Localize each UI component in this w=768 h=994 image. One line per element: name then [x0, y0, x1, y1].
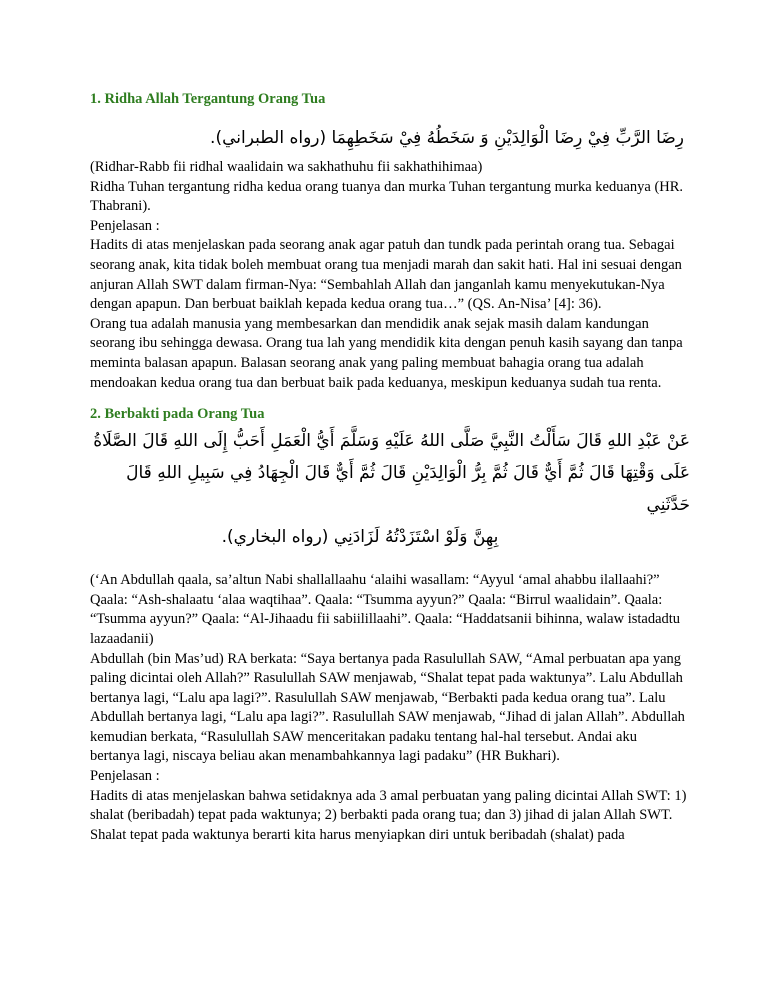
- section-1-transliteration: (Ridhar-Rabb fii ridhal waalidain wa sakhathuhu fii sakhathihimaa): [90, 159, 483, 175]
- document-page: [90, 88, 690, 845]
- section-1-explanation-label: Penjelasan :: [90, 217, 160, 234]
- section-1-parents-paragraph: Orang tua adalah manusia yang membesarkan dan mendidik anak sejak masih dalam kandungan seorang ibu sehingga dewasa. Orang tua lah yang mendidik kita dengan penuh kasih sayang dan tanpa meminta balasan apapun. Balasan seorang anak yang paling membuat bahagia orang tua adalah mendoakan kedua orang tua dan berbuat baik pada keduanya, meskipun keduanya sudah tua renta.: [90, 315, 683, 391]
- section-2-arabic-line-2: عَلَى وَقْتِهَا قَالَ ثُمَّ أَيٌّ قَالَ ثُمَّ بِرُّ الْوَالِدَيْنِ قَالَ ثُمَّ أَيٌّ قَالَ الْجِهَادُ فِي سَبِيلِ اللهِ قَالَ حَدَّثَنِي: [126, 463, 690, 516]
- section-2-arabic-line-1: عَنْ عَبْدِ اللهِ قَالَ سَأَلْتُ النَّبِيَّ صَلَّى اللهُ عَلَيْهِ وَسَلَّمَ أَيُّ الْعَمَلِ أَحَبُّ إِلَى اللهِ قَالَ الصَّلَاةُ: [93, 431, 690, 452]
- section-2-prayer-paragraph: Shalat tepat pada waktunya berarti kita harus menyiapkan diri untuk beribadah (shalat) pada: [90, 826, 625, 843]
- section-2-translation: Abdullah (bin Mas’ud) RA berkata: “Saya bertanya pada Rasulullah SAW, “Amal perbuatan apa yang paling dicintai oleh Allah?” Rasulullah SAW menjawab, “Shalat tepat pada waktunya”. Lalu Abdullah bertanya lagi, “Lalu apa lagi?”. Rasulullah SAW menjawab, “Berbakti pada kedua orang tua”. Lalu Abdullah bertanya lagi, “Lalu apa lagi?”. Rasulullah SAW menjawab, “Jihad di jalan Allah”. Abdullah kemudian berkata, “Rasulullah SAW menceritakan padaku tentang hal-hal tersebut. Andai aku bertanya lagi, niscaya beliau akan menambahkannya lagi padaku” (HR Bukhari).: [90, 650, 685, 765]
- section-1-arabic-hadith: رِضَا الرَّبِّ فِيْ رِضَا الْوَالِدَيْنِ وَ سَخَطُهُ فِيْ سَخَطِهِمَا (رواه الطبراني).: [210, 128, 684, 148]
- section-1-explanation: Hadits di atas menjelaskan pada seorang anak agar patuh dan tundk pada perintah orang tua. Sebagai seorang anak, kita tidak boleh membuat orang tua menjadi marah dan sakit hati. Hal ini sesuai dengan anjuran Allah SWT dalam firman-Nya: “Sembahlah Allah dan janganlah kamu menyekutukan-Nya dengan apapun. Dan berbuat baiklah kepada kedua orang tua…” (QS. An-Nisa’ [4]: 36).: [90, 237, 682, 313]
- section-2-heading: 2. Berbakti pada Orang Tua: [90, 406, 265, 423]
- section-2-arabic-line-3: بِهِنَّ وَلَوْ اسْتَزَدْتُهُ لَزَادَنِي (رواه البخاري).: [221, 527, 499, 548]
- section-2-explanation-label: Penjelasan :: [90, 768, 160, 785]
- section-2-explanation: Hadits di atas menjelaskan bahwa setidaknya ada 3 amal perbuatan yang paling dicintai Allah SWT: 1) shalat (beribadah) tepat pada waktunya; 2) berbakti pada orang tua; dan 3) jihad di jalan Allah SWT.: [90, 787, 687, 824]
- section-1-heading: 1. Ridha Allah Tergantung Orang Tua: [90, 91, 326, 107]
- section-2-transliteration: (‘An Abdullah qaala, sa’altun Nabi shallallaahu ‘alaihi wasallam: “Ayyul ‘amal ahabbu ilallaahi?” Qaala: “Ash-shalaatu ‘alaa waqtihaa”. Qaala: “Tsumma ayyun?” Qaala: “Birrul waalidain”. Qaala: “Tsumma ayyun?” Qaala: “Al-Jihaadu fii sabiilillaahi”. Qaala: “Haddatsanii bihinna, walaw istadadtu lazaadanii): [90, 572, 681, 647]
- section-1-translation: Ridha Tuhan tergantung ridha kedua orang tuanya dan murka Tuhan tergantung murka keduanya (HR. Thabrani).: [90, 178, 684, 215]
